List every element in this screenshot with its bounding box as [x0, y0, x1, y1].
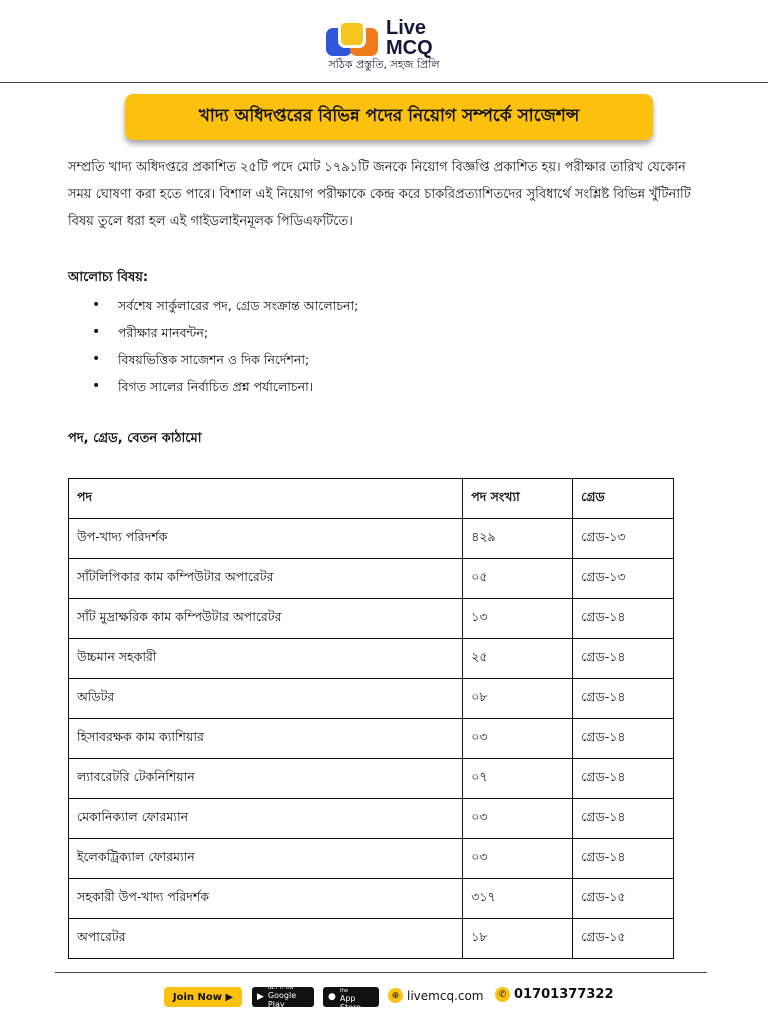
- table-row: [69, 719, 674, 759]
- cell-count: ৩১৭: [463, 879, 573, 919]
- cell-post: অপারেটর: [69, 919, 463, 959]
- website-text: livemcq.com: [407, 988, 484, 1003]
- cell-post: মেকানিক্যাল ফোরম্যান: [69, 799, 463, 839]
- structure-heading: পদ, গ্রেড, বেতন কাঠামো: [68, 431, 202, 446]
- app-store-label: [340, 982, 374, 1012]
- table-row: [69, 559, 674, 599]
- cell-count: ২৫: [463, 639, 573, 679]
- topics-list: [92, 292, 358, 400]
- post-grade-table: [68, 478, 674, 959]
- table-row: [69, 639, 674, 679]
- cell-post: সাঁট মুদ্রাক্ষরিক কাম কম্পিউটার অপারেটর: [69, 599, 463, 639]
- cell-post: ল্যাবরেটরি টেকনিশিয়ান: [69, 759, 463, 799]
- globe-icon: ⊕: [388, 988, 403, 1003]
- cell-grade: গ্রেড-১৪: [573, 599, 674, 639]
- cell-post: সাঁটলিপিকার কাম কম্পিউটার অপারেটর: [69, 559, 463, 599]
- table-header-row: [69, 479, 674, 519]
- app-store-text: App Store: [339, 994, 362, 1012]
- table-row: [69, 759, 674, 799]
- cell-grade: গ্রেড-১৩: [573, 519, 674, 559]
- apple-icon: ●: [328, 992, 336, 1002]
- topic-item: • পরীক্ষার মানবন্টন;: [92, 319, 358, 346]
- cell-count: ০৫: [463, 559, 573, 599]
- cell-grade: গ্রেড-১৪: [573, 679, 674, 719]
- app-store-small-text: Download on the: [339, 982, 373, 994]
- cell-post: উপ-খাদ্য পরিদর্শক: [69, 519, 463, 559]
- phone-contact[interactable]: [495, 987, 614, 1002]
- cell-count: ১৮: [463, 919, 573, 959]
- topics-heading: আলোচ্য বিষয়:: [68, 270, 149, 285]
- intro-paragraph: সম্প্রতি খাদ্য অধিদপ্তরে প্রকাশিত ২৫টি পদে মোট ১৭৯১টি জনকে নিয়োগ বিজ্ঞপ্তি প্রকাশিত হয়। পরীক্ষার তারিখ যেকোন সময় ঘোষণা করা হতে পারে। বিশাল এই নিয়োগ পরীক্ষাকে কেন্দ্র করে চাকরিপ্রত্যাশিতদের সুবিধার্থে সংশ্লিষ্ট বিভিন্ন খুঁটিনাটি বিষয় তুলে ধরা হল এই গাইডলাইনমূলক পিডিএফটিতে।: [68, 160, 691, 229]
- phone-icon: ✆: [495, 987, 510, 1002]
- google-play-small-text: GET IT ON: [267, 985, 294, 991]
- cell-post: অডিটর: [69, 679, 463, 719]
- cell-grade: গ্রেড-১৪: [573, 839, 674, 879]
- topic-item: • বিষয়ভিত্তিক সাজেশন ও দিক নির্দেশনা;: [92, 346, 358, 373]
- topic-item: • বিগত সালের নির্বাচিত প্রশ্ন পর্যালোচনা।: [92, 373, 358, 400]
- cell-grade: গ্রেড-১৪: [573, 759, 674, 799]
- cell-grade: গ্রেড-১৪: [573, 799, 674, 839]
- page-footer: [0, 984, 768, 1010]
- cell-count: ৪২৯: [463, 519, 573, 559]
- header-divider: [0, 82, 768, 83]
- table-row: [69, 879, 674, 919]
- app-store-button[interactable]: [323, 982, 379, 1012]
- cell-grade: গ্রেড-১৩: [573, 559, 674, 599]
- cell-post: হিসাবরক্ষক কাম ক্যাশিয়ার: [69, 719, 463, 759]
- page-header: [0, 0, 768, 84]
- cell-count: ০৮: [463, 679, 573, 719]
- join-now-button[interactable]: Join Now ▶: [164, 987, 242, 1007]
- cell-grade: গ্রেড-১৫: [573, 919, 674, 959]
- cell-grade: গ্রেড-১৪: [573, 719, 674, 759]
- table-row: [69, 919, 674, 959]
- header-post: পদ: [69, 479, 463, 519]
- header-post-count: পদ সংখ্যা: [463, 479, 573, 519]
- logo-wordmark: [386, 18, 433, 58]
- cell-count: ১৩: [463, 599, 573, 639]
- cell-post: উচ্চমান সহকারী: [69, 639, 463, 679]
- table-row: [69, 839, 674, 879]
- table-row: [69, 679, 674, 719]
- cell-grade: গ্রেড-১৫: [573, 879, 674, 919]
- cell-count: ০৭: [463, 759, 573, 799]
- play-store-icon: ▶: [257, 992, 264, 1002]
- footer-divider: [55, 972, 707, 973]
- table-row: [69, 519, 674, 559]
- cell-grade: গ্রেড-১৪: [573, 639, 674, 679]
- cell-count: ০৩: [463, 839, 573, 879]
- logo-line-1: Live: [386, 17, 427, 39]
- cell-post: সহকারী উপ-খাদ্য পরিদর্শক: [69, 879, 463, 919]
- header-grade: গ্রেড: [573, 479, 674, 519]
- cell-post: ইলেকট্রিক্যাল ফোরম্যান: [69, 839, 463, 879]
- google-play-label: [268, 985, 309, 1009]
- phone-number: 01701377322: [514, 987, 614, 1002]
- document-title-banner: [125, 94, 653, 140]
- logo-tagline: সঠিক প্রস্তুতি, সহজ প্রিলি: [328, 58, 440, 71]
- cell-count: ০৩: [463, 719, 573, 759]
- logo-line-2: MCQ: [386, 37, 433, 59]
- website-link[interactable]: [388, 988, 484, 1003]
- google-play-text: Google Play: [267, 991, 297, 1009]
- cell-count: ০৩: [463, 799, 573, 839]
- google-play-button[interactable]: [252, 987, 314, 1007]
- table-row: [69, 599, 674, 639]
- topic-item: • সর্বশেষ সার্কুলারের পদ, গ্রেড সংক্রান্ত আলোচনা;: [92, 292, 358, 319]
- table-row: [69, 799, 674, 839]
- document-title: খাদ্য অধিদপ্তরের বিভিন্ন পদের নিয়োগ সম্পর্কে সাজেশন্স: [198, 106, 580, 126]
